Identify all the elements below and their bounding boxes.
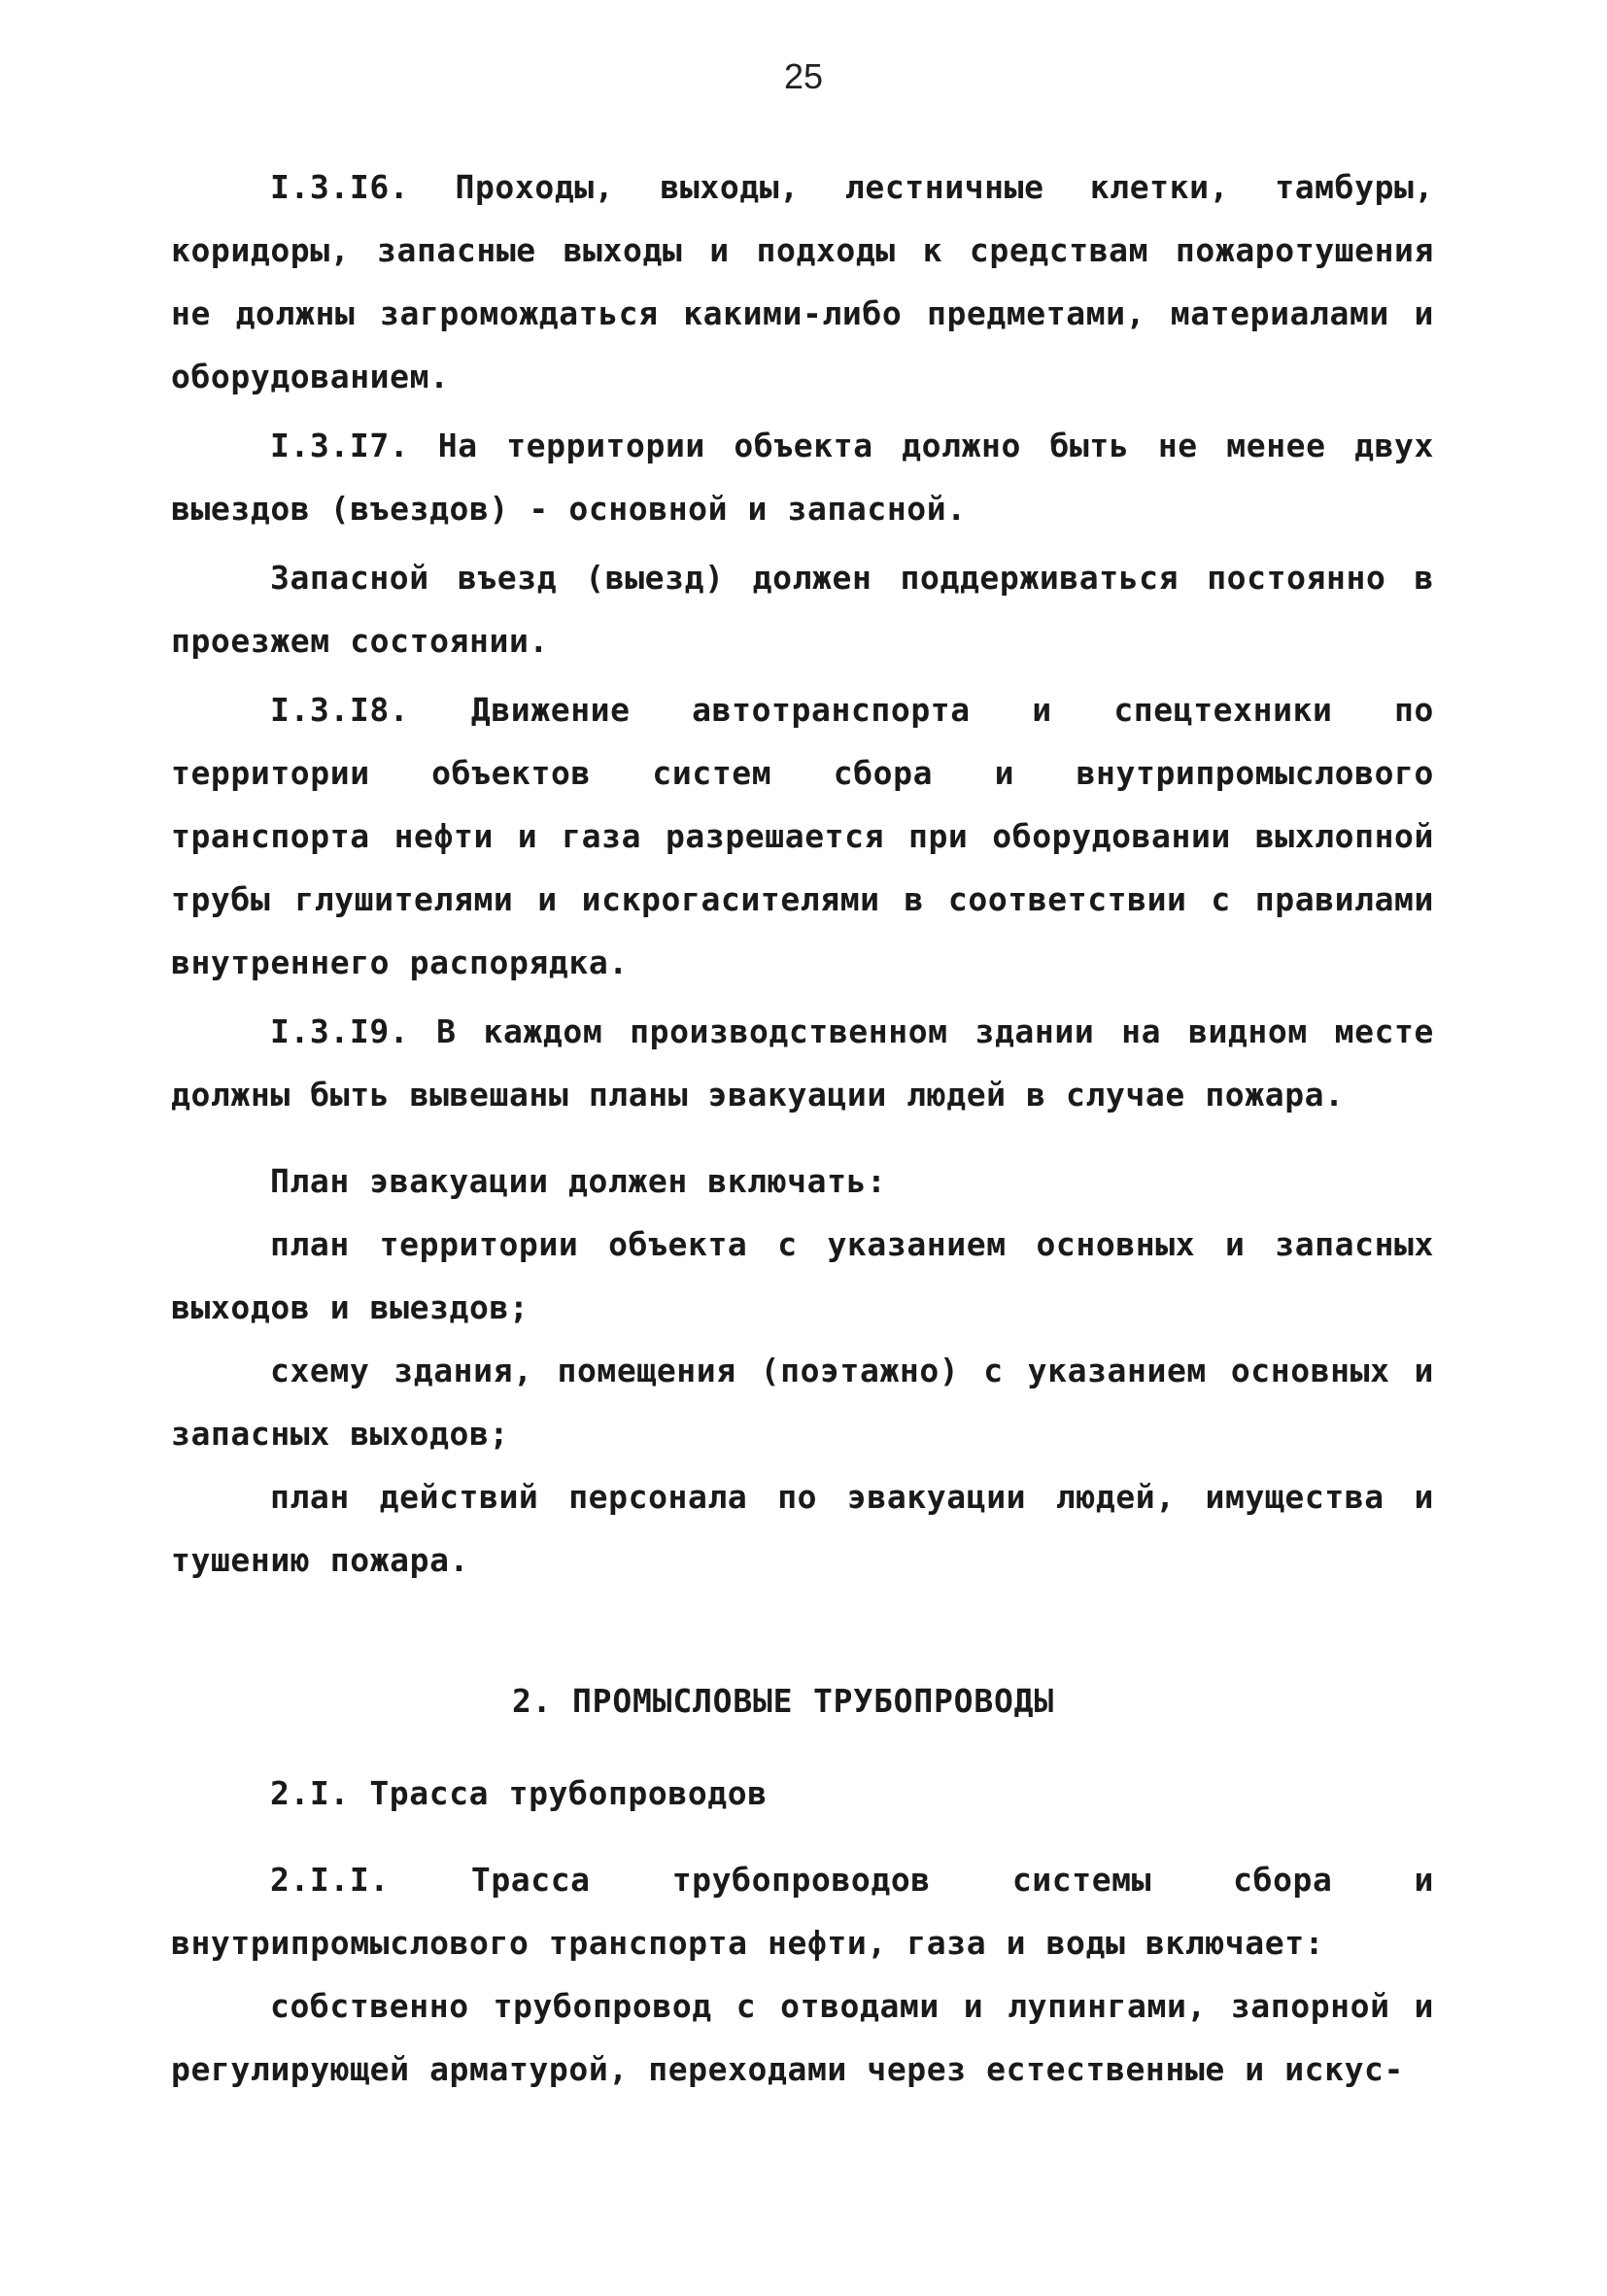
section-heading: 2. ПРОМЫСЛОВЫЕ ТРУБОПРОВОДЫ <box>511 1682 1055 1720</box>
paragraph-plan-item-1: план территории объекта с указанием основных и запасных выходов и выездов; <box>171 1225 1434 1326</box>
paragraph-1-3-16: I.3.I6. Проходы, выходы, лестничные клетки, тамбуры, коридоры, запасные выходы и подходы к средствам пожаротушения не должны загромождаться какими-либо предметами, материалами и оборудованием. <box>171 168 1434 395</box>
paragraph-1-3-17: I.3.I7. На территории объекта должно быть не менее двух выездов (въездов) - основной и запасной. <box>171 427 1434 528</box>
paragraph-2-1-1: 2.I.I. Трасса трубопроводов системы сбора и внутрипромыслового транспорта нефти, газа и воды включает: <box>171 1861 1434 1962</box>
paragraph-plan-item-2: схему здания, помещения (поэтажно) с указанием основных и запасных выходов; <box>171 1352 1434 1453</box>
paragraph-2-1-1-item: собственно трубопровод с отводами и лупингами, запорной и регулирующей арматурой, переходами через естественные и искус- <box>171 1987 1434 2088</box>
paragraph-1-3-19: I.3.I9. В каждом производственном здании на видном месте должны быть вывешаны планы эвакуации людей в случае пожара. <box>171 1012 1434 1114</box>
subsection-heading: 2.I. Трасса трубопроводов <box>270 1774 768 1812</box>
paragraph-1-3-18: I.3.I8. Движение автотранспорта и спецтехники по территории объектов систем сбора и внутрипромыслового транспорта нефти и газа разрешается при оборудовании выхлопной трубы глушителями и искрогасителями в соответствии с правилами внутреннего распорядка. <box>171 691 1434 981</box>
document-body <box>171 155 1434 2101</box>
paragraph-plan-item-3: план действий персонала по эвакуации людей, имущества и тушению пожара. <box>171 1478 1434 1579</box>
paragraph-plan-intro: План эвакуации должен включать: <box>270 1162 887 1200</box>
paragraph-reserve-exit: Запасной въезд (выезд) должен поддерживаться постоянно в проезжем состоянии. <box>171 559 1434 660</box>
page-number: 25 <box>783 56 824 96</box>
